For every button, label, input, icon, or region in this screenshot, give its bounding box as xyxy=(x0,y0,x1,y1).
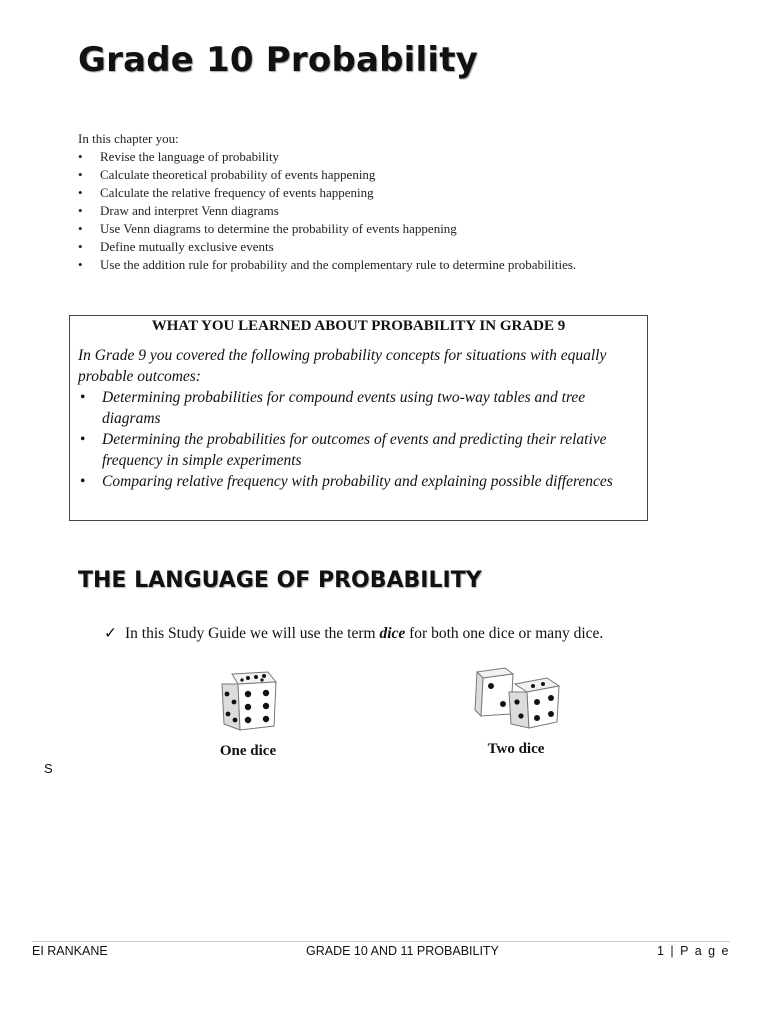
footer-title: GRADE 10 AND 11 PROBABILITY xyxy=(306,944,499,958)
two-dice-caption: Two dice xyxy=(487,741,545,757)
objective-item: • Define mutually exclusive events xyxy=(78,238,576,256)
objective-item: • Calculate the relative frequency of events happening xyxy=(78,184,576,202)
footer-page-number: 1 | P a g e xyxy=(656,944,730,958)
footer-author: EI RANKANE xyxy=(32,944,108,958)
intro-lead: In this chapter you: xyxy=(78,131,179,146)
box-intro: In Grade 9 you covered the following probability concepts for situations with equally probable outcomes: xyxy=(78,347,607,385)
footer-divider xyxy=(32,941,730,942)
one-dice-caption: One dice xyxy=(219,743,277,759)
dice-term: dice xyxy=(379,625,406,642)
concept-item: • Determining probabilities for compound events using two-way tables and tree diagrams xyxy=(78,387,639,429)
stray-text: S xyxy=(44,761,53,776)
concept-item: • Comparing relative frequency with probability and explaining possible differences xyxy=(78,471,639,492)
one-dice-figure xyxy=(208,670,288,760)
objective-item: • Calculate theoretical probability of events happening xyxy=(78,166,576,184)
dice-note xyxy=(104,624,603,643)
checkmark-icon: ✓ xyxy=(104,625,117,642)
objective-item: • Draw and interpret Venn diagrams xyxy=(78,202,576,220)
box-title: WHAT YOU LEARNED ABOUT PROBABILITY IN GRADE 9 xyxy=(151,318,566,334)
dice-note-before: In this Study Guide we will use the term xyxy=(125,625,380,642)
grade9-concepts-list xyxy=(78,387,639,492)
objective-item: • Use Venn diagrams to determine the probability of events happening xyxy=(78,220,576,238)
one-dice-icon xyxy=(218,670,278,732)
dice-note-after: for both one dice or many dice. xyxy=(405,625,604,642)
section-heading: THE LANGUAGE OF PROBABILITY xyxy=(78,568,482,593)
chapter-intro xyxy=(78,130,576,274)
objective-item: • Revise the language of probability xyxy=(78,148,576,166)
grade9-summary-box xyxy=(69,315,648,521)
page-title: Grade 10 Probability xyxy=(78,40,479,80)
objective-item: • Use the addition rule for probability and the complementary rule to determine probabilities. xyxy=(78,256,576,274)
concept-item: • Determining the probabilities for outcomes of events and predicting their relative frequency in simple experiments xyxy=(78,429,639,471)
two-dice-figure xyxy=(466,664,566,758)
two-dice-icon xyxy=(469,664,563,730)
chapter-objectives-list xyxy=(78,148,576,274)
